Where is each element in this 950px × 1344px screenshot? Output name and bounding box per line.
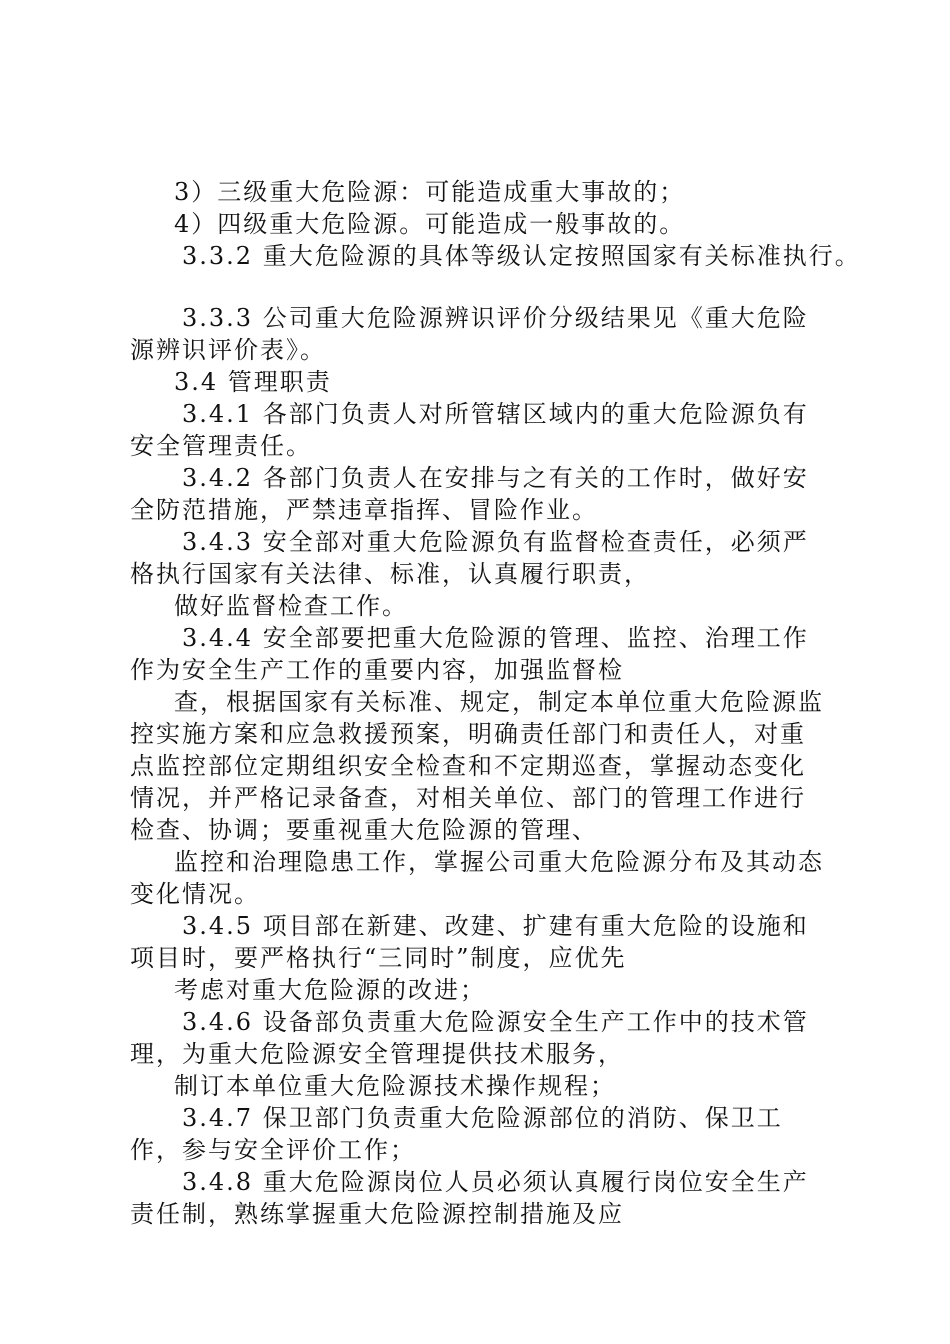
paragraph-3-4-3-continued: 做好监督检查工作。 bbox=[174, 592, 408, 620]
paragraph-3-4-3: 3.4.3 安全部对重大危险源负有监督检查责任，必须严格执行国家有关法律、标准，认真履行职责， bbox=[130, 528, 809, 588]
paragraph-3-4-4-monitoring: 监控和治理隐患工作，掌握公司重大危险源分布及其动态变化情况。 bbox=[130, 848, 824, 908]
paragraph-3-4-5-continued: 考虑对重大危险源的改进； bbox=[174, 976, 486, 1004]
paragraph-3-4-4-continued: 查，根据国家有关标准、规定，制定本单位重大危险源监控实施方案和应急救援预案，明确责任部门和责任人，对重点监控部位定期组织安全检查和不定期巡查，掌握动态变化情况，并严格记录备查，对相关单位、部门的管理工作进行检查、协调；要重视重大危险源的管理、 bbox=[130, 688, 824, 844]
paragraph-3-4-5: 3.4.5 项目部在新建、改建、扩建有重大危险的设施和项目时，要严格执行“三同时”制度，应优先 bbox=[130, 912, 809, 972]
paragraph-3-4-8: 3.4.8 重大危险源岗位人员必须认真履行岗位安全生产责任制，熟练掌握重大危险源控制措施及应 bbox=[130, 1168, 809, 1228]
paragraph-3-4-6: 3.4.6 设备部负责重大危险源安全生产工作中的技术管理，为重大危险源安全管理提供技术服务， bbox=[130, 1008, 809, 1068]
document-body bbox=[130, 176, 861, 1230]
paragraph-3-4-4: 3.4.4 安全部要把重大危险源的管理、监控、治理工作作为安全生产工作的重要内容，加强监督检 bbox=[130, 624, 809, 684]
paragraph-3-4-1: 3.4.1 各部门负责人对所管辖区域内的重大危险源负有安全管理责任。 bbox=[130, 400, 809, 460]
paragraph-3-3-2: 3.3.2 重大危险源的具体等级认定按照国家有关标准执行。 bbox=[182, 242, 861, 270]
paragraph-3-4-6-continued: 制订本单位重大危险源技术操作规程； bbox=[174, 1072, 616, 1100]
paragraph-3-4-7: 3.4.7 保卫部门负责重大危险源部位的消防、保卫工作，参与安全评价工作； bbox=[130, 1104, 783, 1164]
paragraph-3-4-2: 3.4.2 各部门负责人在安排与之有关的工作时，做好安全防范措施，严禁违章指挥、冒险作业。 bbox=[130, 464, 809, 524]
paragraph-level3-hazard: 3）三级重大危险源：可能造成重大事故的； bbox=[174, 178, 686, 206]
paragraph-3-3-3: 3.3.3 公司重大危险源辨识评价分级结果见《重大危险源辨识评价表》。 bbox=[130, 304, 809, 364]
paragraph-gap bbox=[130, 272, 830, 302]
paragraph-level4-hazard: 4）四级重大危险源。可能造成一般事故的。 bbox=[174, 210, 686, 238]
section-heading-3-4: 3.4 管理职责 bbox=[174, 368, 332, 396]
